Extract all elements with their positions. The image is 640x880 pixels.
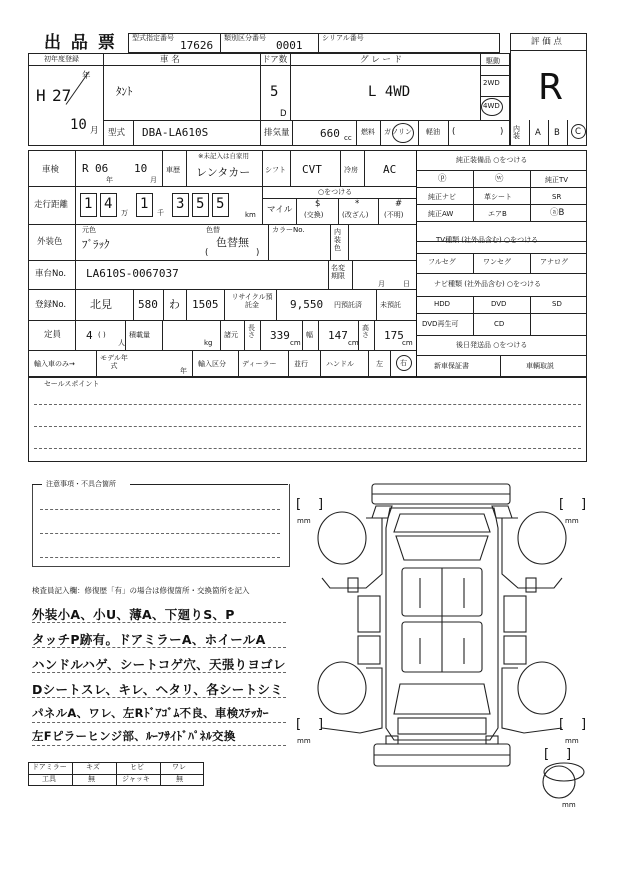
color-paren-close: )	[256, 248, 260, 258]
mileage-tick-note: ○をつける	[318, 188, 353, 196]
interior-label: 内装	[513, 125, 520, 140]
reg-num2: 1505	[192, 298, 219, 311]
import-label: 輸入車のみ→	[34, 360, 75, 368]
rear-right-wheel	[518, 662, 566, 714]
drive-label: 駆動	[486, 57, 500, 65]
mileage-label: 走行距離	[34, 200, 69, 210]
tire-bracket-fr-open: [	[559, 497, 565, 512]
tire-bracket-spare-close: ]	[566, 747, 572, 762]
displacement-value: 660	[320, 127, 340, 140]
odo-d3: 1	[140, 196, 149, 212]
length-label: 長さ	[248, 324, 255, 339]
import-parallel: 並行	[294, 360, 308, 368]
color-original-value: ﾌﾞﾗｯｸ	[82, 238, 110, 251]
exchange-symbol: $	[315, 199, 321, 209]
light-oil-label: 軽油	[426, 128, 440, 136]
color-no-label: カラーNo.	[272, 226, 305, 234]
equip-r3-c2: エアB	[488, 210, 507, 218]
color-original-label: 元色	[82, 226, 96, 234]
fuel-value: ガソリン	[384, 128, 412, 136]
shift-value: CVT	[302, 163, 322, 176]
legend-r2-c3: ジャッキ	[122, 775, 150, 783]
legend-r1-c1: ドアミラー	[32, 763, 67, 771]
tire-rl-unit: mm	[297, 737, 311, 745]
tire-bracket-fr-close: ]	[581, 497, 587, 512]
later-item-2: 車輌取説	[526, 362, 554, 370]
navi-type-label: ナビ種類 (社外品含む) ○をつける	[434, 280, 542, 288]
door-type: D	[280, 109, 287, 119]
name-change-day: 日	[403, 280, 410, 288]
import-class-label: 輸入区分	[198, 360, 226, 368]
serial-label: シリアル番号	[322, 34, 364, 42]
car-damage-diagram	[300, 478, 590, 782]
height-value: 175	[384, 329, 404, 342]
type-designation-value: 17626	[180, 39, 214, 52]
doors-value: 5	[270, 84, 279, 100]
displacement-label: 排気量	[264, 128, 290, 138]
recycle-suffix: 円預託済	[334, 301, 362, 309]
legend-r1-c2: キズ	[86, 763, 100, 771]
history-label: 車歴	[166, 166, 180, 174]
recycle-value: 9,550	[290, 298, 324, 311]
grade-label: グ レ ー ド	[360, 55, 403, 65]
tire-bracket-rr-close: ]	[581, 717, 587, 732]
unknown-label: (不明)	[384, 211, 404, 219]
equip-r2-c1: 純正ナビ	[428, 193, 456, 201]
equip-r1-c1: ⓟ	[438, 174, 447, 184]
tire-bracket-rl-open: [	[296, 717, 302, 732]
inspector-label: 検査員記入欄：修復歴「有」の場合は修復箇所・交換箇所を記入	[32, 586, 250, 595]
class-value: 0001	[276, 39, 303, 52]
tv-item-1: フルセグ	[428, 258, 456, 266]
spare-tire-drawing	[534, 762, 584, 802]
drive-2wd: 2WD	[483, 79, 500, 87]
tire-fl-unit: mm	[297, 517, 311, 525]
tv-type-label: TV種類 (社外品含む) ○をつける	[436, 236, 539, 244]
odo-man: 万	[121, 209, 128, 217]
grade-value: L 4WD	[368, 84, 411, 100]
notes-box	[32, 484, 290, 567]
fuel-open-paren: (	[452, 127, 456, 137]
legend-r2-c4: 無	[176, 775, 183, 783]
car-name-label: 車 名	[160, 55, 180, 65]
capacity-label: 定員	[44, 330, 62, 340]
tire-bracket-rl-close: ]	[318, 717, 324, 732]
odo-d1: 1	[84, 196, 93, 212]
odo-d2: 4	[104, 196, 113, 212]
reg-num1: 580	[138, 298, 158, 311]
reg-place: 北見	[90, 298, 112, 311]
navi-r1-c2: DVD	[491, 300, 507, 308]
navi-r1-c1: HDD	[434, 300, 451, 308]
odo-km: km	[245, 211, 256, 219]
shaken-month-suffix: 月	[150, 176, 157, 184]
note-line-1: 外装小A、小U、薄A、下廻りS、P	[32, 607, 235, 622]
recycle-unpaid: 未預託	[380, 301, 401, 309]
interior-color-label: 内装色	[334, 228, 341, 253]
tv-item-2: ワンセグ	[483, 258, 511, 266]
type-designation-label: 型式指定番号	[132, 34, 174, 42]
name-change-month: 月	[378, 280, 385, 288]
reg-label: 登録No.	[35, 300, 67, 310]
legend-r2-c2: 無	[88, 775, 95, 783]
score-value: R	[538, 67, 564, 108]
color-label: 外装色	[37, 237, 63, 247]
shaken-label: 車検	[42, 165, 60, 175]
equip-r3-c3: ⓐB	[550, 208, 565, 218]
shift-label: シフト	[265, 166, 286, 174]
dims-label: 諸元	[224, 331, 238, 339]
sales-point-box	[28, 377, 587, 462]
name-change-label: 名変期限	[331, 264, 345, 281]
tv-item-3: アナログ	[540, 258, 568, 266]
first-reg-era: H	[36, 86, 46, 105]
shaken-year: 06	[95, 162, 109, 175]
note-line-3: ハンドルハゲ、シートコゲ穴、天張りヨゴレ	[32, 657, 286, 672]
first-reg-year-suffix: 年	[82, 71, 91, 81]
length-value: 339	[270, 329, 290, 342]
capacity-paren: ( )	[98, 331, 106, 339]
exchange-label: (交換)	[304, 211, 324, 219]
first-reg-year: 27	[52, 86, 72, 105]
steering-right: 右	[400, 359, 407, 367]
drive-4wd: 4WD	[483, 102, 500, 110]
score-label: 評 価 点	[531, 37, 562, 47]
rear-left-wheel	[318, 662, 366, 714]
legend-r1-c3: ヒビ	[130, 763, 144, 771]
genuine-equipment-label: 純正装備品 ○をつける	[456, 156, 528, 164]
equip-r2-c2: 革シート	[484, 193, 512, 201]
first-reg-label: 初年度登録	[44, 55, 79, 63]
load-unit: kg	[204, 339, 213, 347]
steering-label: ハンドル	[326, 360, 354, 368]
fuel-close-paren: )	[500, 127, 504, 137]
note-line-6: 左Fピラーヒンジ部、ﾙｰﾌｻｲﾄﾞﾊﾟﾈﾙ交換	[32, 729, 236, 743]
displacement-unit: cc	[344, 134, 352, 142]
load-label: 積載量	[129, 331, 150, 339]
capacity-value: 4	[86, 329, 93, 342]
color-change-value: 色替無	[216, 236, 249, 249]
shaken-month: 10	[134, 162, 148, 175]
legend-r1-c4: ワレ	[172, 763, 186, 771]
model-year-unit: 年	[180, 367, 187, 375]
mile-label: マイル	[267, 205, 293, 215]
frame-label: 車台No.	[35, 269, 67, 279]
later-shipping-label: 後日発送品 ○をつける	[456, 341, 528, 349]
width-unit: cm	[348, 339, 359, 347]
first-reg-month: 10	[70, 117, 87, 133]
equip-r3-c1: 純正AW	[428, 210, 454, 218]
odo-d5: 5	[196, 196, 205, 212]
navi-r1-c3: SD	[552, 300, 562, 308]
recycle-label: リサイクル預託金	[231, 293, 273, 310]
tampered-symbol: *	[355, 199, 360, 209]
tire-bracket-spare-open: [	[544, 747, 550, 762]
shaken-year-suffix: 年	[106, 176, 113, 184]
steering-left: 左	[376, 360, 383, 368]
equip-r1-c2: ⓦ	[495, 174, 504, 184]
tire-bracket-fl-open: [	[296, 497, 302, 512]
tire-spare-unit: mm	[562, 801, 576, 809]
length-unit: cm	[290, 339, 301, 347]
height-unit: cm	[402, 339, 413, 347]
model-year-label: モデル年式	[100, 354, 128, 371]
sales-point-label: セールスポイント	[44, 380, 100, 388]
equip-r2-c3: SR	[552, 193, 562, 201]
model-label: 型式	[108, 128, 126, 138]
equip-r1-c3: 純正TV	[545, 176, 569, 184]
capacity-unit: 人	[118, 339, 125, 347]
first-reg-month-suffix: 月	[90, 126, 99, 136]
shaken-era: R	[82, 162, 89, 175]
history-value: レンタカー	[196, 166, 251, 179]
tire-rr-unit: mm	[565, 737, 579, 745]
odo-d6: 5	[216, 196, 225, 212]
notes-label: 注意事項・不具合箇所	[46, 480, 116, 488]
height-label: 高さ	[362, 324, 369, 339]
tampered-label: (改ざん)	[342, 211, 369, 219]
form-title: 出 品 票	[44, 33, 117, 53]
width-label: 幅	[306, 331, 313, 339]
ac-value: AC	[383, 163, 397, 176]
odo-sen: 千	[157, 209, 164, 217]
unknown-symbol: #	[395, 199, 403, 209]
import-dealer: ディーラー	[242, 360, 277, 368]
front-left-wheel	[318, 512, 366, 564]
class-label: 類別区分番号	[224, 34, 266, 42]
interior-a: A	[535, 128, 541, 138]
tire-bracket-rr-open: [	[559, 717, 565, 732]
interior-c: C	[575, 127, 581, 137]
reg-kana: わ	[169, 298, 180, 311]
color-change-label: 色替	[206, 226, 220, 234]
history-note: ※未記入は自家用	[198, 152, 249, 160]
tire-fr-unit: mm	[565, 517, 579, 525]
ac-label: 冷房	[344, 166, 358, 174]
fuel-label: 燃料	[361, 128, 375, 136]
interior-b: B	[554, 128, 560, 138]
car-name-value: ﾀﾝﾄ	[116, 85, 133, 98]
later-item-1: 新車保証書	[434, 362, 469, 370]
navi-r2-c2: CD	[494, 320, 505, 328]
navi-r2-c1: DVD再生可	[422, 320, 459, 328]
note-line-4: Dシートスレ、キレ、ヘタリ、各シートシミ	[32, 682, 284, 697]
note-line-2: タッチP跡有。ドアミラーA、ホイールA	[32, 632, 266, 647]
frame-value: LA610S-0067037	[86, 267, 179, 280]
model-value: DBA-LA610S	[142, 126, 209, 139]
front-right-wheel	[518, 512, 566, 564]
tire-bracket-fl-close: ]	[318, 497, 324, 512]
color-paren-open: (	[205, 248, 209, 258]
note-line-5: パネルA、ワレ、左Rﾄﾞｱｺﾞﾑ不良、車検ｽﾃｯｶｰ	[32, 706, 269, 720]
width-value: 147	[328, 329, 348, 342]
doors-label: ドア数	[262, 55, 288, 65]
odo-d4: 3	[176, 196, 185, 212]
legend-r2-c1: 工具	[42, 775, 56, 783]
